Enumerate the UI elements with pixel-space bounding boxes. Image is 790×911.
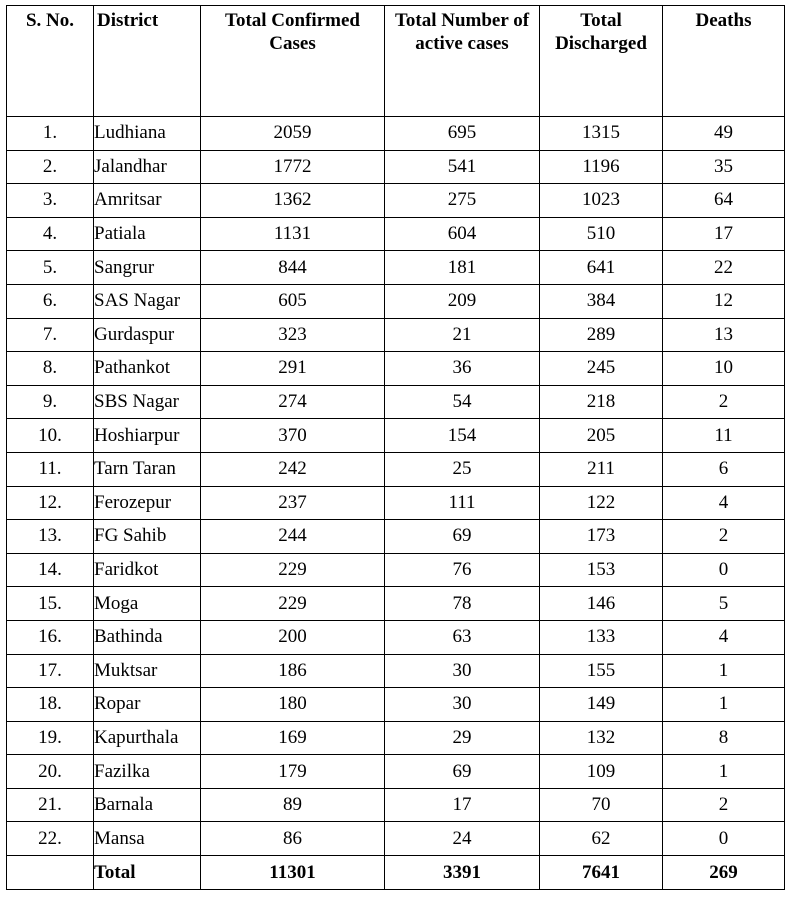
table-row — [7, 520, 785, 554]
cell-confirmed: 242 — [201, 452, 385, 486]
cell-deaths: 10 — [663, 352, 785, 386]
cell-active: 275 — [385, 184, 540, 218]
cell-active: 36 — [385, 352, 540, 386]
header-district: District — [94, 6, 201, 117]
cell-confirmed: 244 — [201, 520, 385, 554]
table-body — [7, 117, 785, 856]
cell-confirmed: 229 — [201, 587, 385, 621]
cell-active: 695 — [385, 117, 540, 151]
cell-sno: 9. — [7, 385, 94, 419]
header-discharged: Total Discharged — [540, 6, 663, 117]
cell-deaths: 4 — [663, 620, 785, 654]
table-row — [7, 318, 785, 352]
cell-sno: 19. — [7, 721, 94, 755]
table-row — [7, 251, 785, 285]
cell-sno: 11. — [7, 452, 94, 486]
cell-confirmed: 1362 — [201, 184, 385, 218]
table-row — [7, 721, 785, 755]
cell-sno: 18. — [7, 688, 94, 722]
cell-sno: 22. — [7, 822, 94, 856]
cell-sno: 14. — [7, 553, 94, 587]
cell-district: Muktsar — [94, 654, 201, 688]
cell-district: Hoshiarpur — [94, 419, 201, 453]
cell-confirmed: 323 — [201, 318, 385, 352]
cell-confirmed: 186 — [201, 654, 385, 688]
table-row — [7, 553, 785, 587]
cell-discharged: 1315 — [540, 117, 663, 151]
cell-deaths: 49 — [663, 117, 785, 151]
header-deaths: Deaths — [663, 6, 785, 117]
cell-discharged: 211 — [540, 452, 663, 486]
cell-discharged: 245 — [540, 352, 663, 386]
cell-deaths: 11 — [663, 419, 785, 453]
cell-active: 30 — [385, 688, 540, 722]
table-row — [7, 284, 785, 318]
cell-district: Sangrur — [94, 251, 201, 285]
table-row — [7, 217, 785, 251]
cell-discharged: 153 — [540, 553, 663, 587]
header-active: Total Number of active cases — [385, 6, 540, 117]
cell-active: 30 — [385, 654, 540, 688]
cell-active: 69 — [385, 520, 540, 554]
total-confirmed: 11301 — [201, 856, 385, 890]
cell-confirmed: 2059 — [201, 117, 385, 151]
cell-district: Tarn Taran — [94, 452, 201, 486]
cell-deaths: 1 — [663, 654, 785, 688]
cell-active: 209 — [385, 284, 540, 318]
cell-discharged: 205 — [540, 419, 663, 453]
cell-confirmed: 169 — [201, 721, 385, 755]
cell-deaths: 12 — [663, 284, 785, 318]
cell-discharged: 133 — [540, 620, 663, 654]
table-row — [7, 486, 785, 520]
table-row — [7, 150, 785, 184]
cell-active: 541 — [385, 150, 540, 184]
cell-confirmed: 200 — [201, 620, 385, 654]
cell-sno: 1. — [7, 117, 94, 151]
cell-district: Kapurthala — [94, 721, 201, 755]
cell-discharged: 70 — [540, 788, 663, 822]
cell-deaths: 1 — [663, 688, 785, 722]
cell-discharged: 510 — [540, 217, 663, 251]
cell-district: Jalandhar — [94, 150, 201, 184]
cell-confirmed: 86 — [201, 822, 385, 856]
cell-deaths: 0 — [663, 822, 785, 856]
total-sno — [7, 856, 94, 890]
cell-confirmed: 370 — [201, 419, 385, 453]
cell-district: SAS Nagar — [94, 284, 201, 318]
cell-confirmed: 237 — [201, 486, 385, 520]
cell-confirmed: 229 — [201, 553, 385, 587]
table-row — [7, 788, 785, 822]
cell-sno: 8. — [7, 352, 94, 386]
table-row — [7, 117, 785, 151]
cell-discharged: 109 — [540, 755, 663, 789]
cell-discharged: 641 — [540, 251, 663, 285]
header-sno: S. No. — [7, 6, 94, 117]
cell-district: Patiala — [94, 217, 201, 251]
cell-sno: 15. — [7, 587, 94, 621]
table-row — [7, 688, 785, 722]
cell-sno: 17. — [7, 654, 94, 688]
cell-district: Ludhiana — [94, 117, 201, 151]
cell-active: 604 — [385, 217, 540, 251]
total-label: Total — [94, 856, 201, 890]
cell-deaths: 17 — [663, 217, 785, 251]
cell-discharged: 384 — [540, 284, 663, 318]
cell-deaths: 13 — [663, 318, 785, 352]
cell-confirmed: 1131 — [201, 217, 385, 251]
cell-confirmed: 180 — [201, 688, 385, 722]
cell-confirmed: 844 — [201, 251, 385, 285]
cell-district: Ferozepur — [94, 486, 201, 520]
cell-discharged: 122 — [540, 486, 663, 520]
cell-active: 76 — [385, 553, 540, 587]
cell-deaths: 2 — [663, 788, 785, 822]
cell-sno: 20. — [7, 755, 94, 789]
cell-discharged: 289 — [540, 318, 663, 352]
cell-active: 25 — [385, 452, 540, 486]
cell-district: Faridkot — [94, 553, 201, 587]
cell-sno: 16. — [7, 620, 94, 654]
cell-confirmed: 1772 — [201, 150, 385, 184]
table-row — [7, 620, 785, 654]
cell-active: 29 — [385, 721, 540, 755]
cell-deaths: 1 — [663, 755, 785, 789]
cell-deaths: 6 — [663, 452, 785, 486]
cell-sno: 2. — [7, 150, 94, 184]
cell-active: 63 — [385, 620, 540, 654]
cell-active: 24 — [385, 822, 540, 856]
cell-sno: 4. — [7, 217, 94, 251]
cell-discharged: 173 — [540, 520, 663, 554]
cell-district: Moga — [94, 587, 201, 621]
table-row — [7, 452, 785, 486]
cell-deaths: 2 — [663, 385, 785, 419]
total-discharged: 7641 — [540, 856, 663, 890]
cell-discharged: 149 — [540, 688, 663, 722]
cell-discharged: 62 — [540, 822, 663, 856]
cell-sno: 12. — [7, 486, 94, 520]
table-row — [7, 755, 785, 789]
table-row — [7, 352, 785, 386]
cell-sno: 10. — [7, 419, 94, 453]
cell-sno: 5. — [7, 251, 94, 285]
cell-district: Ropar — [94, 688, 201, 722]
cell-district: Pathankot — [94, 352, 201, 386]
cell-sno: 6. — [7, 284, 94, 318]
total-row — [7, 856, 785, 890]
cell-discharged: 1023 — [540, 184, 663, 218]
total-deaths: 269 — [663, 856, 785, 890]
cell-deaths: 8 — [663, 721, 785, 755]
cell-district: Gurdaspur — [94, 318, 201, 352]
cell-district: Barnala — [94, 788, 201, 822]
cell-discharged: 1196 — [540, 150, 663, 184]
table-row — [7, 822, 785, 856]
cell-confirmed: 89 — [201, 788, 385, 822]
cell-active: 181 — [385, 251, 540, 285]
cell-deaths: 22 — [663, 251, 785, 285]
cell-discharged: 132 — [540, 721, 663, 755]
table-row — [7, 184, 785, 218]
cell-district: Mansa — [94, 822, 201, 856]
cell-discharged: 218 — [540, 385, 663, 419]
cell-deaths: 35 — [663, 150, 785, 184]
total-active: 3391 — [385, 856, 540, 890]
header-row — [7, 6, 785, 117]
cell-active: 69 — [385, 755, 540, 789]
cell-discharged: 155 — [540, 654, 663, 688]
cell-district: Amritsar — [94, 184, 201, 218]
cell-deaths: 2 — [663, 520, 785, 554]
cell-active: 17 — [385, 788, 540, 822]
cell-discharged: 146 — [540, 587, 663, 621]
table-row — [7, 385, 785, 419]
cell-active: 78 — [385, 587, 540, 621]
table-row — [7, 587, 785, 621]
cell-sno: 7. — [7, 318, 94, 352]
cell-active: 111 — [385, 486, 540, 520]
cell-sno: 21. — [7, 788, 94, 822]
cell-confirmed: 291 — [201, 352, 385, 386]
header-confirmed: Total Confirmed Cases — [201, 6, 385, 117]
cell-deaths: 0 — [663, 553, 785, 587]
cell-district: SBS Nagar — [94, 385, 201, 419]
cell-district: Bathinda — [94, 620, 201, 654]
cell-deaths: 5 — [663, 587, 785, 621]
cell-confirmed: 274 — [201, 385, 385, 419]
cell-active: 154 — [385, 419, 540, 453]
cell-deaths: 4 — [663, 486, 785, 520]
cell-deaths: 64 — [663, 184, 785, 218]
district-cases-table — [6, 5, 785, 890]
cell-district: Fazilka — [94, 755, 201, 789]
table-row — [7, 654, 785, 688]
cell-active: 21 — [385, 318, 540, 352]
table-row — [7, 419, 785, 453]
cell-district: FG Sahib — [94, 520, 201, 554]
cell-confirmed: 179 — [201, 755, 385, 789]
cell-confirmed: 605 — [201, 284, 385, 318]
cell-sno: 3. — [7, 184, 94, 218]
cell-active: 54 — [385, 385, 540, 419]
cell-sno: 13. — [7, 520, 94, 554]
